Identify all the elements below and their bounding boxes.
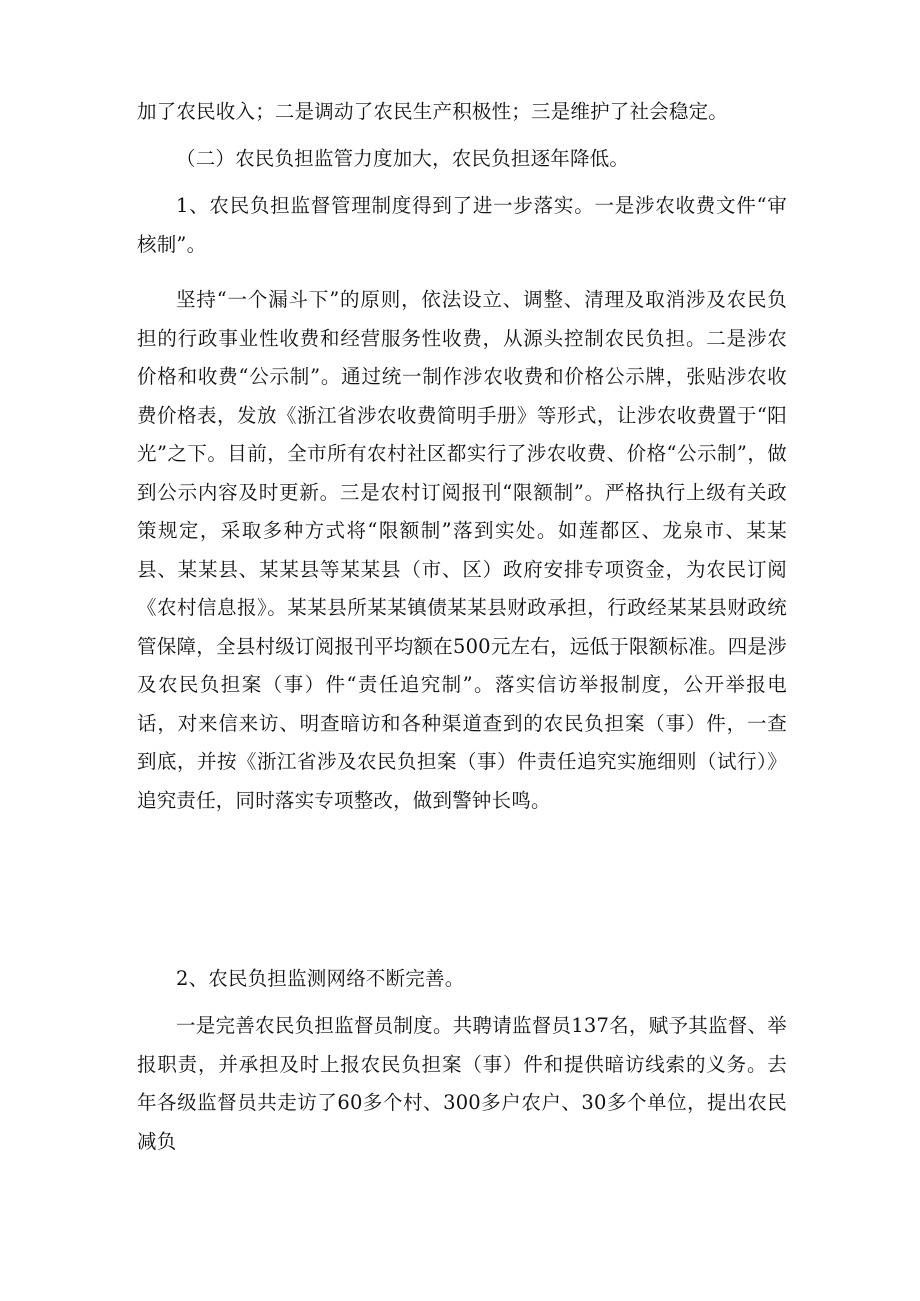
paragraph-3: 1、农民负担监督管理制度得到了进一步落实。一是涉农收费文件“审核制”。 (137, 194, 787, 256)
paragraph-6: 一是完善农民负担监督员制度。共聘请监督员137名，赋予其监督、举报职责，并承担及时上报农民负担案（事）件和提供暗访线索的义务。去年各级监督员共走访了60多个村、300多户农户、30多个单位，提出农民减负 (137, 1014, 787, 1153)
paragraph-4: 坚持“一个漏斗下”的原则，依法设立、调整、清理及取消涉及农民负担的行政事业性收费和经营服务性收费，从源头控制农民负担。二是涉农价格和收费“公示制”。通过统一制作涉农收费和价格公示牌，张贴涉农收费价格表，发放《浙江省涉农收费简明手册》等形式，让涉农收费置于“阳光”之下。目前，全市所有农村社区都实行了涉农收费、价格“公示制”，做到公示内容及时更新。三是农村订阅报刊“限额制”。严格执行上级有关政策规定，采取多种方式将“限额制”落到实处。如莲都区、龙泉市、某某县、某某县、某某县等某某县（市、区）政府安排专项资金，为农民订阅《农村信息报》。某某县所某某镇债某某县财政承担，行政经某某县财政统管保障，全县村级订阅报刊平均额在500元左右，远低于限额标准。四是涉及农民负担案（事）件“责任追究制”。落实信访举报制度，公开举报电话，对来信来访、明查暗访和各种渠道查到的农民负担案（事）件，一查到底，并按《浙江省涉及农民负担案（事）件责任追究实施细则（试行）》追究责任，同时落实专项整改，做到警钟长鸣。 (137, 288, 787, 812)
paragraph-5: 2、农民负担监测网络不断完善。 (176, 967, 465, 990)
paragraph-2: （二）农民负担监管力度加大，农民负担逐年降低。 (176, 147, 630, 170)
paragraph-1: 加了农民收入；二是调动了农民生产积极性；三是维护了社会稳定。 (137, 100, 729, 123)
